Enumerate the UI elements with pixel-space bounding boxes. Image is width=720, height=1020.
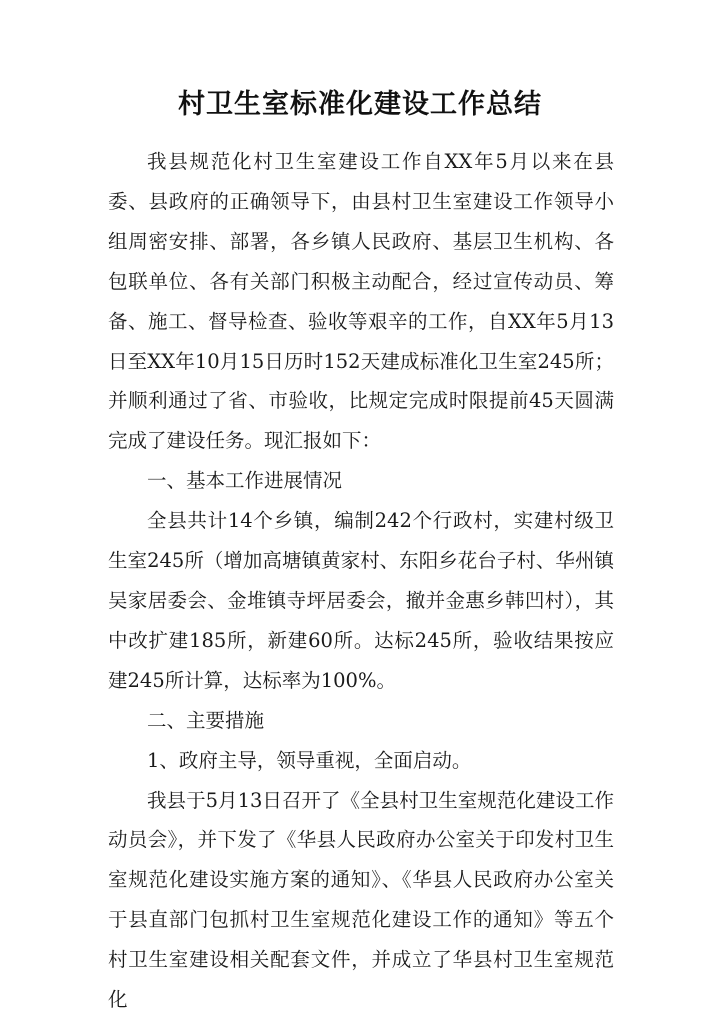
paragraph-government-led: 我县于5月13日召开了《全县村卫生室规范化建设工作动员会》，并下发了《华县人民政府办公室关于印发村卫生室规范化建设实施方案的通知》、《华县人民政府办公室关于县直部门包抓村卫生室规范化建设工作的通知》等五个村卫生室建设相关配套文件，并成立了华县村卫生室规范化: [108, 788, 614, 1012]
section-heading-measures: 二、主要措施: [147, 708, 265, 732]
paragraph-intro: 我县规范化村卫生室建设工作自XX年5月以来在县委、县政府的正确领导下，由县村卫生室建设工作领导小组周密安排、部署，各乡镇人民政府、基层卫生机构、各包联单位、各有关部门积极主动配合，经过宣传动员、筹备、施工、督导检查、验收等艰辛的工作，自XX年5月13日至XX年10月15日历时152天建成标准化卫生室245所；并顺利通过了省、市验收，比规定完成时限提前45天圆满完成了建设任务。现汇报如下：: [108, 150, 614, 453]
subheading-government-led: 1、政府主导，领导重视，全面启动。: [147, 748, 472, 772]
document-body: [108, 142, 614, 1020]
document-title: 村卫生室标准化建设工作总结: [178, 89, 542, 120]
paragraph-progress: 全县共计14个乡镇，编制242个行政村，实建村级卫生室245所（增加高塘镇黄家村、东阳乡花台子村、华州镇吴家居委会、金堆镇寺坪居委会，撤并金惠乡韩凹村），其中改扩建185所，新建60所。达标245所，验收结果按应建245所计算，达标率为100%。: [108, 509, 614, 692]
section-heading-progress: 一、基本工作进展情况: [147, 469, 343, 493]
